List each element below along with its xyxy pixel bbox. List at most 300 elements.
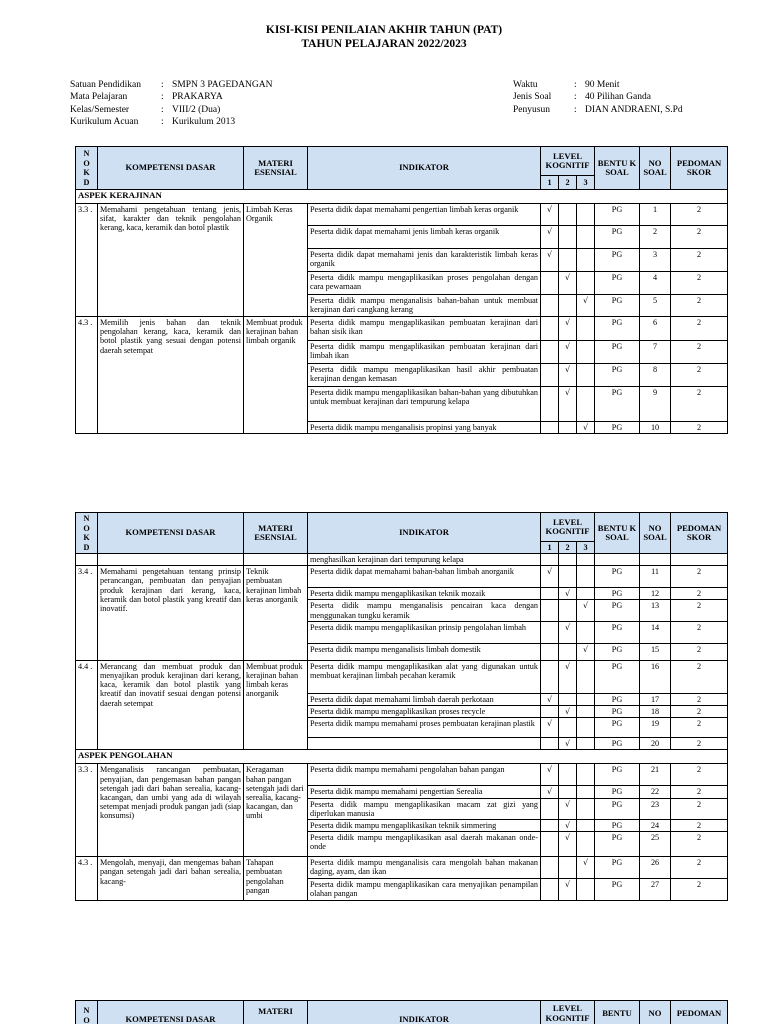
level-2-cell: √	[559, 341, 577, 364]
level-2-cell	[559, 764, 577, 786]
header-bentuk-soal: BENTU	[595, 1001, 640, 1024]
level-2-cell	[559, 226, 577, 249]
indikator-text: Peserta didik mampu mengaplikasikan teknik simmering	[308, 820, 541, 832]
level-2-cell	[559, 693, 577, 705]
bentuk-soal-cell: PG	[595, 422, 640, 434]
pedoman-skor-cell: 2	[671, 422, 728, 434]
level-2-cell: √	[559, 364, 577, 387]
bentuk-soal-cell: PG	[595, 621, 640, 643]
meta-value: 40 Pilihan Ganda	[585, 92, 651, 103]
meta-colon: :	[161, 80, 164, 90]
bentuk-soal-cell: PG	[595, 878, 640, 900]
level-2-cell	[559, 600, 577, 621]
level-2-cell: √	[559, 621, 577, 643]
no-soal-cell: 18	[640, 706, 671, 718]
meta-right	[513, 79, 683, 116]
kompetensi-dasar-text: Memahami pengetahuan tentang prinsip perancangan, pembuatan dan penyajian produk kerajinan dari kerang, kaca, keramik dan botol plastik yang kreatif dan inovatif.	[98, 566, 244, 661]
kompetensi-dasar-text: Memahami pengetahuan tentang jenis, sifat, karakter dan teknik pengolahan kerang, kaca, keramik dan botol plastik	[98, 204, 244, 317]
level-2-cell: √	[559, 738, 577, 750]
level-2-cell	[559, 718, 577, 738]
meta-colon: :	[574, 80, 577, 90]
level-1-cell	[541, 422, 559, 434]
indikator-text: Peserta didik mampu memahami pengertian Serealia	[308, 786, 541, 798]
level-2-cell	[559, 204, 577, 226]
table-row	[76, 857, 728, 878]
bentuk-soal-cell: PG	[595, 588, 640, 600]
no-soal-cell: 17	[640, 693, 671, 705]
header-no-kd-char: O	[83, 523, 90, 533]
pedoman-skor-cell: 2	[671, 857, 728, 878]
no-soal-cell: 4	[640, 272, 671, 295]
no-soal-cell: 11	[640, 566, 671, 588]
level-1-cell: √	[541, 249, 559, 272]
pedoman-skor-cell: 2	[671, 317, 728, 341]
pedoman-skor-cell: 2	[671, 226, 728, 249]
meta-value: DIAN ANDRAENI, S.Pd	[585, 104, 683, 115]
bentuk-soal-cell: PG	[595, 204, 640, 226]
pedoman-skor-cell: 2	[671, 832, 728, 857]
header-kompetensi-dasar: KOMPETENSI DASAR	[98, 513, 244, 554]
header-bentuk-soal: BENTU K SOAL	[595, 147, 640, 190]
header-no-kd-char: N	[83, 514, 90, 523]
no-soal-cell: 9	[640, 387, 671, 422]
section-row	[76, 750, 728, 764]
indikator-text: Peserta didik mampu mengaplikasikan asal daerah makanan onde-onde	[308, 832, 541, 857]
header-no-kd	[76, 513, 98, 554]
header-materi-esensial: MATERI	[244, 1001, 308, 1024]
kd-number: 3.3 .	[76, 204, 98, 317]
meta-row	[513, 79, 683, 91]
level-1-cell	[541, 798, 559, 819]
meta-label: Jenis Soal	[513, 92, 552, 103]
pedoman-skor-cell: 2	[671, 718, 728, 738]
kompetensi-dasar-text: Merancang dan membuat produk dan menyajikan produk kerajinan dari kerang, kaca, keramik dan botol plastik yang kreatif dan inovatif sesuai dengan potensi daerah setempat	[98, 660, 244, 750]
level-1-cell	[541, 706, 559, 718]
document-title: KISI-KISI PENILAIAN AKHIR TAHUN (PAT)	[265, 24, 503, 36]
header-no-kd	[76, 1001, 98, 1024]
pedoman-skor-cell: 2	[671, 588, 728, 600]
level-3-cell	[577, 764, 595, 786]
level-1-cell	[541, 600, 559, 621]
pedoman-skor-cell: 2	[671, 204, 728, 226]
level-1-cell	[541, 341, 559, 364]
bentuk-soal-cell: PG	[595, 364, 640, 387]
kd-number: 4.3 .	[76, 317, 98, 434]
level-3-cell: √	[577, 600, 595, 621]
header-level-2: 2	[559, 176, 577, 190]
bentuk-soal-cell: PG	[595, 786, 640, 798]
meta-colon: :	[574, 104, 577, 115]
header-no-soal: NO SOAL	[640, 513, 671, 554]
level-1-cell	[541, 878, 559, 900]
indikator-text: Peserta didik mampu memahami proses pembuatan kerajinan plastik	[308, 718, 541, 738]
pedoman-skor-cell: 2	[671, 249, 728, 272]
meta-colon: :	[161, 92, 164, 103]
materi-esensial-text: Limbah Keras Organik	[244, 204, 308, 317]
header-materi-esensial: MATERI ESENSIAL	[244, 147, 308, 190]
kd-number: 4.3 .	[76, 857, 98, 900]
pedoman-skor-cell: 2	[671, 566, 728, 588]
bentuk-soal-cell: PG	[595, 764, 640, 786]
meta-row	[70, 91, 272, 103]
pedoman-skor-cell: 2	[671, 660, 728, 693]
meta-value: VIII/2 (Dua)	[172, 104, 221, 115]
no-soal-cell: 6	[640, 317, 671, 341]
level-1-cell	[541, 554, 559, 566]
pedoman-skor-cell: 2	[671, 364, 728, 387]
level-1-cell	[541, 588, 559, 600]
level-3-cell	[577, 317, 595, 341]
header-no-soal: NO	[640, 1001, 671, 1024]
pedoman-skor-cell: 2	[671, 272, 728, 295]
bentuk-soal-cell: PG	[595, 317, 640, 341]
level-2-cell: √	[559, 820, 577, 832]
pedoman-skor-cell: 2	[671, 738, 728, 750]
pedoman-skor-cell: 2	[671, 820, 728, 832]
level-2-cell: √	[559, 387, 577, 422]
kisi-table-page-3	[75, 1000, 728, 1024]
meta-label: Mata Pelajaran	[70, 92, 128, 103]
level-3-cell: √	[577, 643, 595, 660]
level-3-cell: √	[577, 295, 595, 317]
level-1-cell	[541, 387, 559, 422]
pedoman-skor-cell: 2	[671, 387, 728, 422]
bentuk-soal-cell	[595, 554, 640, 566]
bentuk-soal-cell: PG	[595, 693, 640, 705]
meta-row	[513, 91, 683, 103]
bentuk-soal-cell: PG	[595, 272, 640, 295]
meta-colon: :	[161, 104, 164, 115]
pedoman-skor-cell: 2	[671, 764, 728, 786]
level-3-cell	[577, 798, 595, 819]
meta-label: Kelas/Semester	[70, 104, 130, 115]
level-2-cell: √	[559, 588, 577, 600]
kisi-table-page-1	[75, 146, 728, 434]
bentuk-soal-cell: PG	[595, 718, 640, 738]
meta-value: PRAKARYA	[172, 92, 223, 103]
level-1-cell	[541, 820, 559, 832]
header-no-kd-char: N	[83, 149, 90, 158]
level-2-cell: √	[559, 317, 577, 341]
indikator-text: Peserta didik dapat memahami bahan-bahan limbah anorganik	[308, 566, 541, 588]
bentuk-soal-cell: PG	[595, 643, 640, 660]
section-kerajinan: ASPEK KERAJINAN	[76, 190, 728, 204]
materi-esensial-text: Teknik pembuatan kerajinan limbah keras anorganik	[244, 566, 308, 661]
materi-esensial-text: Tahapan pembuatan pengolahan pangan	[244, 857, 308, 900]
materi-esensial-text: Membuat produk kerajinan bahan limbah organik	[244, 317, 308, 434]
level-3-cell	[577, 204, 595, 226]
bentuk-soal-cell: PG	[595, 249, 640, 272]
pedoman-skor-cell: 2	[671, 341, 728, 364]
no-soal-cell: 2	[640, 226, 671, 249]
level-3-cell	[577, 249, 595, 272]
header-level-kognitif: LEVEL KOGNITIF	[541, 147, 595, 176]
no-soal-cell: 5	[640, 295, 671, 317]
header-level-1: 1	[541, 542, 559, 554]
indikator-text: Peserta didik mampu mengaplikasikan alat yang digunakan untuk membuat kerajinan limbah pecahan keramik	[308, 660, 541, 693]
no-soal-cell: 14	[640, 621, 671, 643]
no-soal-cell: 23	[640, 798, 671, 819]
no-soal-cell: 21	[640, 764, 671, 786]
indikator-text: Peserta didik mampu menganalisis pencairan kaca dengan menggunakan tungku keramik	[308, 600, 541, 621]
header-no-kd-char: O	[83, 1015, 90, 1024]
meta-left	[70, 79, 272, 129]
meta-value: 90 Menit	[585, 80, 620, 90]
kd-number: 3.4 .	[76, 566, 98, 661]
header-no-kd-char: K	[83, 168, 90, 177]
meta-row	[70, 79, 272, 91]
header-no-kd-char: O	[83, 158, 90, 168]
level-1-cell: √	[541, 786, 559, 798]
no-soal-cell: 20	[640, 738, 671, 750]
header-no-kd-char: K	[83, 533, 90, 542]
header-no-kd-char: N	[83, 1006, 90, 1015]
indikator-text: Peserta didik mampu mengaplikasikan pembuatan kerajinan dari bahan sisik ikan	[308, 317, 541, 341]
level-3-cell	[577, 718, 595, 738]
bentuk-soal-cell: PG	[595, 832, 640, 857]
level-2-cell	[559, 554, 577, 566]
pedoman-skor-cell: 2	[671, 798, 728, 819]
table-row	[76, 566, 728, 588]
no-soal-cell: 12	[640, 588, 671, 600]
indikator-text: Peserta didik mampu mengaplikasikan teknik mozaik	[308, 588, 541, 600]
no-soal-cell: 3	[640, 249, 671, 272]
level-1-cell: √	[541, 693, 559, 705]
level-3-cell: √	[577, 422, 595, 434]
indikator-text: Peserta didik dapat memahami limbah daerah perkotaan	[308, 693, 541, 705]
header-indikator: INDIKATOR	[308, 147, 541, 190]
pedoman-skor-cell: 2	[671, 295, 728, 317]
bentuk-soal-cell: PG	[595, 738, 640, 750]
level-3-cell	[577, 554, 595, 566]
bentuk-soal-cell: PG	[595, 857, 640, 878]
table-row	[76, 317, 728, 341]
header-level-3: 3	[577, 542, 595, 554]
no-soal-cell: 22	[640, 786, 671, 798]
header-kompetensi-dasar: KOMPETENSI DASAR	[98, 147, 244, 190]
level-1-cell: √	[541, 204, 559, 226]
bentuk-soal-cell: PG	[595, 387, 640, 422]
bentuk-soal-cell: PG	[595, 706, 640, 718]
meta-value: Kurikulum 2013	[172, 117, 236, 128]
header-no-soal: NO SOAL	[640, 147, 671, 190]
bentuk-soal-cell: PG	[595, 566, 640, 588]
indikator-text: Peserta didik mampu mengaplikasikan macam zat gizi yang diperlukan manusia	[308, 798, 541, 819]
indikator-text: Peserta didik dapat memahami jenis dan karakteristik limbah keras organik	[308, 249, 541, 272]
level-1-cell	[541, 295, 559, 317]
indikator-text: Peserta didik mampu menganalisis cara mengolah bahan makanan daging, ayam, dan ikan	[308, 857, 541, 878]
no-soal-cell: 24	[640, 820, 671, 832]
level-3-cell	[577, 878, 595, 900]
level-2-cell	[559, 249, 577, 272]
header-indikator: INDIKATOR	[308, 513, 541, 554]
level-2-cell: √	[559, 706, 577, 718]
level-1-cell	[541, 643, 559, 660]
level-3-cell	[577, 832, 595, 857]
section-row	[76, 190, 728, 204]
no-soal-cell: 25	[640, 832, 671, 857]
bentuk-soal-cell: PG	[595, 600, 640, 621]
meta-colon: :	[161, 117, 164, 128]
header-bentuk-soal: BENTU K SOAL	[595, 513, 640, 554]
level-3-cell	[577, 693, 595, 705]
level-2-cell: √	[559, 878, 577, 900]
no-soal-cell: 10	[640, 422, 671, 434]
level-3-cell	[577, 588, 595, 600]
level-2-cell	[559, 295, 577, 317]
kisi-table-page-2	[75, 512, 728, 901]
header-level-kognitif: LEVEL KOGNITIF	[541, 513, 595, 542]
header-indikator: INDIKATOR	[308, 1001, 541, 1024]
table-row	[76, 764, 728, 786]
header-kompetensi-dasar: KOMPETENSI DASAR	[98, 1001, 244, 1024]
materi-esensial-text	[244, 554, 308, 566]
level-3-cell	[577, 621, 595, 643]
no-soal-cell: 13	[640, 600, 671, 621]
level-2-cell	[559, 566, 577, 588]
materi-esensial-text: Keragaman bahan pangan setengah jadi dari serealia, kacang-kacangan, dan umbi	[244, 764, 308, 857]
header-no-kd-char: D	[83, 177, 90, 187]
bentuk-soal-cell: PG	[595, 295, 640, 317]
kompetensi-dasar-text: Menganalisis rancangan pembuatan, penyajian, dan pengemasan bahan pangan setengah jadi dari bahan serealia, kacang-kacangan, dan umbi yang ada di wilayah setempat menjadi produk pangan jadi (siap konsumsi)	[98, 764, 244, 857]
level-2-cell: √	[559, 272, 577, 295]
level-1-cell	[541, 857, 559, 878]
no-soal-cell: 8	[640, 364, 671, 387]
header-pedoman-skor: PEDOMAN SKOR	[671, 147, 728, 190]
level-1-cell: √	[541, 226, 559, 249]
kd-number: 4.4 .	[76, 660, 98, 750]
level-3-cell	[577, 226, 595, 249]
level-1-cell: √	[541, 718, 559, 738]
level-1-cell	[541, 621, 559, 643]
pedoman-skor-cell: 2	[671, 706, 728, 718]
level-3-cell	[577, 660, 595, 693]
no-soal-cell: 7	[640, 341, 671, 364]
level-1-cell	[541, 832, 559, 857]
header-no-kd	[76, 147, 98, 190]
header-pedoman-skor: PEDOMAN	[671, 1001, 728, 1024]
kompetensi-dasar-text	[98, 554, 244, 566]
meta-row	[513, 104, 683, 116]
meta-label: Satuan Pendidikan	[70, 80, 141, 90]
level-2-cell	[559, 643, 577, 660]
table-row-continuation	[76, 554, 728, 566]
no-soal-cell: 1	[640, 204, 671, 226]
header-level-2: 2	[559, 542, 577, 554]
kompetensi-dasar-text: Memilih jenis bahan dan teknik pengolahan kerang, kaca, keramik dan botol plastik yang sesuai dengan potensi daerah setempat	[98, 317, 244, 434]
meta-row	[70, 116, 272, 128]
indikator-text: Peserta didik mampu mengaplikasikan proses pengolahan dengan cara pewarnaan	[308, 272, 541, 295]
pedoman-skor-cell: 2	[671, 878, 728, 900]
bentuk-soal-cell: PG	[595, 820, 640, 832]
level-1-cell	[541, 660, 559, 693]
level-3-cell	[577, 738, 595, 750]
meta-row	[70, 104, 272, 116]
level-2-cell	[559, 786, 577, 798]
no-soal-cell: 27	[640, 878, 671, 900]
indikator-text: Peserta didik mampu mengaplikasikan cara menyajikan penampilan olahan pangan	[308, 878, 541, 900]
level-2-cell	[559, 857, 577, 878]
indikator-text: Peserta didik mampu mengaplikasikan hasil akhir pembuatan kerajinan dengan kemasan	[308, 364, 541, 387]
header-materi-esensial: MATERI ESENSIAL	[244, 513, 308, 554]
indikator-text: Peserta didik dapat memahami pengertian limbah keras organik	[308, 204, 541, 226]
meta-label: Kurikulum Acuan	[70, 117, 139, 128]
level-2-cell: √	[559, 660, 577, 693]
level-2-cell: √	[559, 832, 577, 857]
bentuk-soal-cell: PG	[595, 341, 640, 364]
kd-number	[76, 554, 98, 566]
kompetensi-dasar-text: Mengolah, menyaji, dan mengemas bahan pangan setengah jadi dari bahan serealia, kacang-	[98, 857, 244, 900]
document-subtitle: TAHUN PELAJARAN 2022/2023	[301, 38, 467, 50]
level-2-cell: √	[559, 798, 577, 819]
meta-label: Penyusun	[513, 104, 550, 115]
level-3-cell: √	[577, 857, 595, 878]
level-3-cell	[577, 786, 595, 798]
bentuk-soal-cell: PG	[595, 226, 640, 249]
indikator-text: Peserta didik mampu mengaplikasikan bahan-bahan yang dibutuhkan untuk membuat kerajinan dari tempurung kelapa	[308, 387, 541, 422]
level-2-cell	[559, 422, 577, 434]
table-row	[76, 660, 728, 693]
indikator-text: Peserta didik mampu menganalisis propinsi yang banyak	[308, 422, 541, 434]
meta-colon: :	[574, 92, 577, 103]
level-1-cell: √	[541, 764, 559, 786]
header-pedoman-skor: PEDOMAN SKOR	[671, 513, 728, 554]
indikator-text: Peserta didik mampu menganalisis bahan-bahan untuk membuat kerajinan dari cangkang kerang	[308, 295, 541, 317]
no-soal-cell: 16	[640, 660, 671, 693]
header-level-kognitif: LEVEL KOGNITIF	[541, 1001, 595, 1024]
level-3-cell	[577, 341, 595, 364]
no-soal-cell: 26	[640, 857, 671, 878]
level-3-cell	[577, 272, 595, 295]
indikator-text: Peserta didik mampu mengaplikasikan prinsip pengolahan limbah	[308, 621, 541, 643]
pedoman-skor-cell: 2	[671, 786, 728, 798]
no-soal-cell: 19	[640, 718, 671, 738]
pedoman-skor-cell: 2	[671, 621, 728, 643]
level-3-cell	[577, 820, 595, 832]
pedoman-skor-cell: 2	[671, 643, 728, 660]
level-1-cell	[541, 364, 559, 387]
level-1-cell	[541, 738, 559, 750]
meta-label: Waktu	[513, 80, 538, 90]
level-1-cell	[541, 317, 559, 341]
table-row	[76, 204, 728, 226]
indikator-text: Peserta didik dapat memahami jenis limbah keras organik	[308, 226, 541, 249]
indikator-text: menghasilkan kerajinan dari tempurung kelapa	[308, 554, 541, 566]
no-soal-cell: 15	[640, 643, 671, 660]
indikator-text: Peserta didik mampu memahami pengolahan bahan pangan	[308, 764, 541, 786]
meta-value: SMPN 3 PAGEDANGAN	[172, 80, 273, 90]
level-1-cell: √	[541, 566, 559, 588]
indikator-text	[308, 738, 541, 750]
level-3-cell	[577, 706, 595, 718]
level-3-cell	[577, 387, 595, 422]
materi-esensial-text: Membuat produk kerajinan bahan limbah keras anorganik	[244, 660, 308, 750]
pedoman-skor-cell: 2	[671, 600, 728, 621]
pedoman-skor-cell: 2	[671, 693, 728, 705]
level-3-cell	[577, 566, 595, 588]
bentuk-soal-cell: PG	[595, 660, 640, 693]
header-level-3: 3	[577, 176, 595, 190]
indikator-text: Peserta didik mampu mengaplikasikan proses recycle	[308, 706, 541, 718]
bentuk-soal-cell: PG	[595, 798, 640, 819]
level-1-cell	[541, 272, 559, 295]
kd-number: 3.3 .	[76, 764, 98, 857]
header-no-kd-char: D	[83, 542, 90, 552]
indikator-text: Peserta didik mampu mengaplikasikan pembuatan kerajinan dari limbah ikan	[308, 341, 541, 364]
indikator-text: Peserta didik mampu menganalisis limbah domestik	[308, 643, 541, 660]
section-pengolahan: ASPEK PENGOLAHAN	[76, 750, 728, 764]
level-3-cell	[577, 364, 595, 387]
